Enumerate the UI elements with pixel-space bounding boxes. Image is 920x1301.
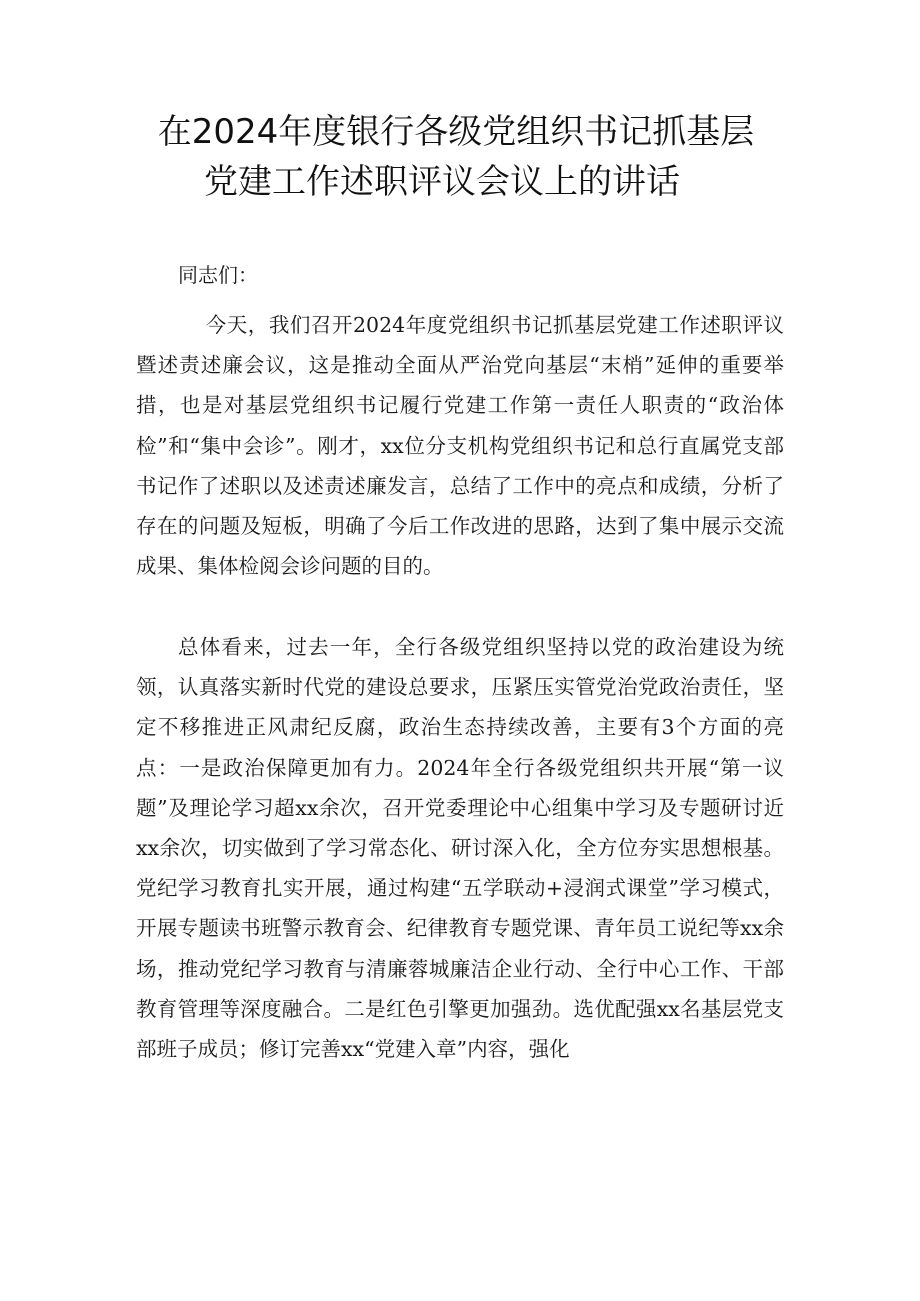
salutation: 同志们： xyxy=(178,263,258,287)
document-title-line-1: 在2024年度银行各级党组织书记抓基层 xyxy=(157,112,755,152)
body-paragraph-1: 今天，我们召开2024年度党组织书记抓基层党建工作述职评议暨述责述廉会议，这是推动全面从严治党向基层“末梢”延伸的重要举措，也是对基层党组织书记履行党建工作第一责任人职责的“政治体检”和“集中会诊”。刚才，xx位分支机构党组织书记和总行直属党支部书记作了述职以及述责述廉发言，总结了工作中的亮点和成绩，分析了存在的问题及短板，明确了今后工作改进的思路，达到了集中展示交流成果、集体检阅会诊问题的目的。 xyxy=(136,313,784,579)
document-title-line-2: 党建工作述职评议会议上的讲话 xyxy=(204,162,680,202)
body-paragraph-2: 总体看来，过去一年，全行各级党组织坚持以党的政治建设为统领，认真落实新时代党的建设总要求，压紧压实管党治党政治责任，坚定不移推进正风肃纪反腐，政治生态持续改善，主要有3个方面的亮点：一是政治保障更加有力。2024年全行各级党组织共开展“第一议题”及理论学习超xx余次，召开党委理论中心组集中学习及专题研讨近xx余次，切实做到了学习常态化、研讨深入化，全方位夯实思想根基。党纪学习教育扎实开展，通过构建“五学联动+浸润式课堂”学习模式，开展专题读书班警示教育会、纪律教育专题党课、青年员工说纪等xx余场，推动党纪学习教育与清廉蓉城廉洁企业行动、全行中心工作、干部教育管理等深度融合。二是红色引擎更加强劲。选优配强xx名基层党支部班子成员；修订完善xx“党建入章”内容，强化 xyxy=(136,635,784,1062)
